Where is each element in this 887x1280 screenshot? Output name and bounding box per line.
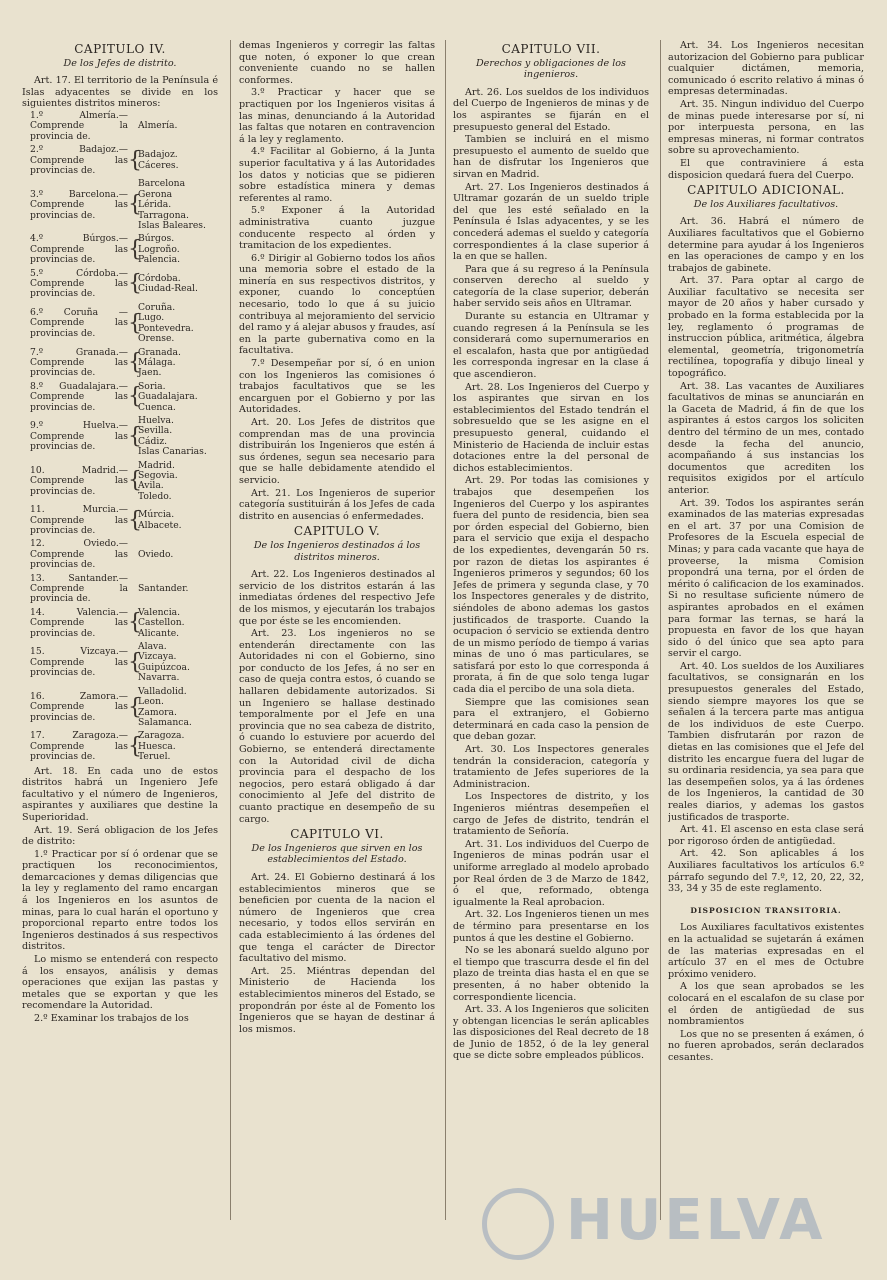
province-list: [136, 121, 218, 131]
district-entry: [22, 234, 218, 265]
district-entry: [22, 348, 218, 379]
article: Art. 27. Los Ingenieros destinados á Ultramar gozarán de un sueldo triple del que les esté señalado en la Península é Islas adyacentes, y se les concederá ademas el sueldo y categoría correspondientes á la clase superior á la en que se hallen.: [453, 181, 649, 263]
province-name: Lérida.: [138, 199, 172, 211]
chapter-heading: CAPITULO IV.: [74, 42, 166, 56]
brace-icon: {: [128, 237, 142, 263]
chapter-subtitle: De los Ingenieros que sirven en los establecimientos del Estado.: [251, 842, 423, 866]
article: Art. 22. Los Ingenieros destinados al servicio de los distritos estarán á las inmediatas órdenes del respectivo Jefe de los mismos, y ejecutarán los trabajos que por éste se les encomienden.: [239, 569, 435, 627]
district-name: 8.º Guadalajara.—Comprende las provincias de.: [30, 380, 128, 413]
chapter-subtitle: De los Auxiliares facultativos.: [693, 198, 839, 210]
province-name: Málaga.: [138, 356, 176, 368]
district-entry: [22, 539, 218, 570]
district-entry: [22, 731, 218, 762]
province-name: Búrgos.: [138, 233, 175, 245]
district-name: 12. Oviedo.—Comprende las provincias de.: [30, 538, 128, 571]
brace-icon: {: [128, 610, 142, 636]
district-entry: [22, 608, 218, 639]
district-name: 5.º Córdoba.—Comprende las provincias de.: [30, 267, 128, 300]
province-name: Granada.: [138, 346, 181, 358]
article: Art. 17. El territorio de la Península é Islas adyacentes se divide en los siguientes distritos mineros:: [22, 75, 218, 110]
district-entry: [22, 416, 218, 458]
province-name: Ciudad-Real.: [138, 283, 198, 295]
province-list: [136, 584, 218, 594]
province-name: Alava.: [138, 641, 167, 653]
article: Art. 41. El ascenso en esta clase será por rigoroso órden de antigüedad.: [668, 824, 864, 847]
article: Art. 20. Los Jefes de distritos que comprendan mas de una provincia distribuirán los Ingenieros que estén á sus órdenes, segun sea necesario para que se halle debidamente atendido el servicio.: [239, 417, 435, 486]
province-name: Jaen.: [138, 367, 162, 379]
district-name: 15. Vizcaya.—Comprende las provincias de.: [30, 646, 128, 679]
district-name: 16. Zamora.—Comprende las provincias de.: [30, 690, 128, 723]
section-heading: DISPOSICION TRANSITORIA.: [690, 905, 842, 915]
brace-icon: {: [128, 468, 142, 494]
brace-icon: {: [128, 694, 142, 720]
district-name: 17. Zaragoza.—Comprende las provincias de.: [30, 730, 128, 763]
province-name: Coruña.: [138, 301, 176, 313]
district-name: 1.º Almería.—Comprende la provincia de.: [30, 109, 128, 142]
province-name: Avila.: [138, 480, 164, 492]
district-entry: [22, 111, 218, 142]
province-name: Islas Canarias.: [138, 446, 207, 458]
province-list: [136, 416, 218, 458]
district-entry: [22, 145, 218, 176]
district-name: 13. Santander.—Comprende la provincia de.: [30, 572, 128, 605]
province-name: Gerona: [138, 188, 173, 200]
province-name: Salamanca.: [138, 716, 192, 728]
chapter-heading: CAPITULO ADICIONAL.: [687, 183, 845, 198]
article: Art. 42. Son aplicables á los Auxiliares facultativos los artículos 6.º párrafo segundo del 7.º, 12, 20, 22, 32, 33, 34 y 35 de este reglamento.: [668, 848, 864, 895]
paragraph: demas Ingenieros y corregir las faltas que noten, ó exponer lo que crean conveniente cuando no se hallen conformes.: [239, 40, 435, 86]
province-name: Valencia.: [138, 606, 181, 618]
paragraph: No se les abonará sueldo alguno por el tiempo que trascurra desde el fin del plazo de treinta dias hasta el en que se presenten, á no haber obtenido la correspondiente licencia.: [453, 945, 649, 1003]
column-divider: [445, 40, 446, 1220]
article: Art. 26. Los sueldos de los individuos del Cuerpo de Ingenieros de minas y de los aspirantes se fijarán en el presupuesto general del Estado.: [453, 86, 649, 133]
province-list: [136, 608, 218, 639]
column-1: [22, 40, 218, 1220]
chapter-heading: CAPITULO VII.: [501, 42, 601, 56]
watermark-text: HUELVA: [566, 1188, 826, 1253]
district-list: [22, 111, 218, 763]
province-list: [136, 642, 218, 684]
library-watermark: [482, 1186, 826, 1270]
article: Art. 33. A los Ingenieros que soliciten y obtengan licencias le serán aplicables las disposiciones del Real decreto de 18 de Junio de 1852, ó de la ley general que se dicte sobre empleados públicos.: [453, 1004, 649, 1062]
province-name: Valladolid.: [138, 685, 187, 697]
province-name: Tarragona.: [138, 209, 189, 221]
paragraph: 2.º Examinar los trabajos de los: [34, 1013, 189, 1024]
article: Art. 35. Ningun individuo del Cuerpo de minas puede interesarse por sí, ni por interpuesta persona, en las empresas mineras, ni formar contratos sobre su aprovechamiento.: [668, 98, 864, 157]
brace-icon: {: [128, 384, 142, 410]
column-2: [239, 40, 435, 1220]
district-entry: [22, 505, 218, 536]
article: Art. 30. Los Inspectores generales tendrán la consideracion, categoría y tratamiento de Jefes superiores de la Administracion.: [453, 744, 649, 790]
column-4: [668, 40, 864, 1220]
province-list: [136, 461, 218, 503]
province-name: Soria.: [138, 380, 166, 392]
brace-icon: {: [128, 733, 142, 759]
district-entry: [22, 382, 218, 413]
chapter-subtitle: De los Jefes de distrito.: [63, 57, 177, 69]
province-name: Oviedo.: [138, 548, 174, 560]
article: Art. 34. Los Ingenieros necesitan autorizacion del Gobierno para publicar cualquier dictámen, memoria, comunicado ó escrito relativo á minas ó empresas determinadas.: [668, 40, 864, 98]
chapter-heading: CAPITULO VI.: [290, 827, 384, 842]
brace-icon: {: [128, 350, 142, 376]
province-list: [136, 510, 218, 531]
district-entry: [22, 461, 218, 503]
province-name: Badajoz.: [138, 149, 178, 161]
seal-icon: [482, 1188, 554, 1260]
article: Art. 21. Los Ingenieros de superior categoría sustituirán á los Jefes de cada distrito en ausencias ó enfermedades.: [239, 487, 435, 522]
paragraph: Siempre que las comisiones sean para el extranjero, el Gobierno determinará en cada caso la pension de que deban gozar.: [453, 696, 649, 743]
province-list: [136, 550, 218, 560]
article: Art. 19. Será obligacion de los Jefes de distrito:: [22, 824, 218, 848]
paragraph: El que contraviniere á esta disposicion quedará fuera del Cuerpo.: [668, 157, 864, 181]
province-list: [136, 179, 218, 231]
article: Art. 39. Todos los aspirantes serán examinados de las materias expresadas en el art. 37 por una Comision de Profesores de la Escuela especial de Minas; y para cada vacante que haya de proveerse, la misma Comision propondrá una terna, por el órden de mérito ó calificacion de los examinados. Si no resultase suficiente número de aspirantes aprobados en el exámen para formar las ternas, se hará la propuesta en favor de los que hayan sido ó del único que sea apto para servir el cargo.: [668, 497, 864, 660]
article: Art. 24. El Gobierno destinará á los establecimientos mineros que se beneficien por cuenta de la nacion el número de Ingenieros que crea necesario, y todos ellos servirán en cada establecimiento á las órdenes del que tenga el carácter de Director facultativo del mismo.: [239, 871, 435, 965]
district-name: 11. Murcia.—Comprende las provincias de.: [30, 504, 128, 536]
province-list: [136, 348, 218, 379]
article: Art. 36. Habrá el número de Auxiliares facultativos que el Gobierno determine para ayudar á los Ingenieros en las operaciones de campo y en los trabajos de gabinete.: [668, 216, 864, 274]
chapter-heading: CAPITULO V.: [293, 524, 381, 539]
brace-icon: {: [128, 423, 142, 449]
province-list: [136, 274, 218, 295]
district-entry: [22, 303, 218, 345]
brace-icon: {: [128, 192, 142, 218]
district-name: 9.º Huelva.—Comprende las provincias de.: [30, 420, 128, 452]
province-name: Logroño.: [138, 243, 180, 255]
paragraph: Los que no se presenten á exámen, ó no fueren aprobados, serán declarados cesantes.: [668, 1028, 864, 1063]
district-name: 10. Madrid.—Comprende las provincias de.: [30, 464, 128, 497]
province-list: [136, 687, 218, 729]
district-name: 2.º Badajoz.—Comprende las provincias de.: [30, 144, 128, 176]
province-name: Cádiz.: [138, 435, 168, 447]
province-name: Leon.: [138, 696, 164, 708]
province-name: Teruel.: [138, 751, 171, 763]
paragraph: Lo mismo se entenderá con respecto á los ensayos, análisis y demas operaciones que exijan las pastas y metales que se exportan y que les recomendare la Autoridad.: [22, 954, 218, 1012]
district-entry: [22, 642, 218, 684]
province-name: Madrid.: [138, 459, 175, 471]
article: Art. 23. Los ingenieros no se entenderán directamente con las Autoridades ni con el Gobierno, sino por conducto de los Jefes, á no ser en caso de queja contra estos, ó cuando se hallaren debidamente autorizados. Si un Ingeniero se hallase destinado temporalmente por el Jefe en una provincia que no sea cabeza de distrito, ó cuando lo estuviere por acuerdo del Gobierno, se entenderá directamente con la Autoridad civil de dicha provincia para el despacho de los negocios, pero estará obligado á dar conocimiento al Jefe del distrito de cuanto practique en desempeño de su cargo.: [239, 628, 435, 825]
province-list: [136, 150, 218, 171]
province-name: Guipúzcoa.: [138, 661, 190, 673]
brace-icon: {: [128, 147, 142, 173]
province-name: Toledo.: [138, 490, 172, 502]
district-entry: [22, 269, 218, 300]
province-name: Orense.: [138, 333, 175, 345]
province-name: Navarra.: [138, 672, 180, 684]
district-name: 4.º Búrgos.—Comprende las provincias de.: [30, 233, 128, 266]
province-name: Huesca.: [138, 740, 176, 752]
district-entry: [22, 574, 218, 605]
article: Art. 18. En cada uno de estos distritos habrá un Ingeniero Jefe facultativo y el número de Ingenieros, aspirantes y auxiliares que destine la Superioridad.: [22, 765, 218, 823]
province-name: Guadalajara.: [138, 391, 198, 403]
province-name: Zamora.: [138, 706, 177, 718]
district-name: 3.º Barcelona.—Comprende las provincias de.: [30, 188, 128, 221]
province-name: Alicante.: [138, 627, 180, 639]
article: Art. 37. Para optar al cargo de Auxiliar facultativo se necesita ser mayor de 20 años y haber cursado y probado en la forma establecida por la ley, reglamento ó programas de instruccion pública, aritmética, álgebra elemental, geometría, trigonometría rectilínea, topografía y dibujo lineal y topográfico.: [668, 275, 864, 380]
province-name: Segovia.: [138, 469, 178, 481]
province-name: Lugo.: [138, 312, 165, 324]
district-name: 7.º Granada.—Comprende las provincias de.: [30, 346, 128, 379]
province-name: Zaragoza.: [138, 730, 185, 742]
district-name: 6.º Coruña —Comprende las provincias de.: [30, 307, 128, 339]
article: Art. 25. Miéntras dependan del Ministerio de Hacienda los establecimientos mineros del Estado, se propondrán por éste al de Fomento los Ingenieros que se hayan de destinar á los mismos.: [239, 965, 435, 1035]
province-name: Almería.: [138, 120, 178, 132]
paragraph: 6.º Dirigir al Gobierno todos los años una memoria sobre el estado de la minería en sus respectivos distritos, y exponer, cuando lo conceptúen necesario, todo lo que á su juicio contribuya al mejoramiento del servicio del ramo y á alejar abusos y fraudes, así en la parte gubernativa como en la facultativa.: [239, 252, 435, 357]
paragraph: 3.º Practicar y hacer que se practiquen por los Ingenieros visitas á las minas, denunciando á la Autoridad las faltas que notaren en contravencion á la ley y reglamento.: [239, 87, 435, 145]
chapter-subtitle: De los Ingenieros destinados á los distritos mineros.: [253, 539, 421, 563]
article: Art. 40. Los sueldos de los Auxiliares facultativos, se consignarán en los presupuestos generales del Estado, siendo siempre mayores los que se señalen á la tercera parte mas antigua de los individuos de este Cuerpo. Tambien disfrutarán por razon de dietas en las comisiones que el Jefe del distrito les encargue fuera del lugar de su ordinaria residencia, ya sea para que las desempeñen solos, ya á las órdenes de los Ingenieros, la cantidad de 30 reales diarios, y ademas los gastos justificados de trasporte.: [668, 660, 864, 823]
paragraph: Tambien se incluirá en el mismo presupuesto el aumento de sueldo que han de disfrutar los Ingenieros que sirvan en Madrid.: [453, 134, 649, 180]
province-name: Santander.: [138, 583, 189, 595]
article: Art. 32. Los Ingenieros tienen un mes de término para presentarse en los puntos á que les destine el Gobierno.: [453, 909, 649, 944]
province-name: Huelva.: [138, 414, 174, 426]
province-name: Islas Baleares.: [138, 220, 206, 232]
province-name: Múrcia.: [138, 509, 175, 521]
article: Art. 31. Los individuos del Cuerpo de Ingenieros de minas podrán usar el uniforme arreglado al modelo aprobado por Real órden de 3 de Marzo de 1842, ó el que, reformado, obtenga igualmente la Real aprobacion.: [453, 838, 649, 908]
province-name: Barcelona: [138, 178, 186, 190]
paragraph: 1.º Practicar por sí ó ordenar que se practiquen los reconocimientos, demarcaciones y demas diligencias que la ley y reglamento del ramo encargan á los Ingenieros en los asuntos de minas, para lo cual harán el oportuno y proporcional reparto entre todos los Ingenieros destinados á sus respectivos distritos.: [22, 848, 218, 953]
article: Art. 28. Los Ingenieros del Cuerpo y los aspirantes que sirvan en los establecimientos del Estado tendrán el sobresueldo que se les asigne en el presupuesto general, cuidando el Ministerio de Hacienda de incluir estas dotaciones entre la del personal de dichos establecimientos.: [453, 381, 649, 474]
column-3: [453, 40, 649, 1220]
column-divider: [660, 40, 661, 1220]
province-name: Albacete.: [138, 519, 182, 531]
province-list: [136, 382, 218, 413]
province-name: Vizcaya.: [138, 651, 177, 663]
paragraph: 7.º Desempeñar por sí, ó en union con los Ingenieros las comisiones ó trabajos facultativos que se les encarguen por el Gobierno y por las Autoridades.: [239, 358, 435, 416]
province-name: Cuenca.: [138, 401, 176, 413]
brace-icon: {: [128, 310, 142, 336]
province-list: [136, 731, 218, 762]
paragraph: Durante su estancia en Ultramar y cuando regresen á la Península se les considerará como supernumerarios en el escalafon, hasta que por antigüedad les corresponda ingresar en la clase á que ascendieron.: [453, 311, 649, 381]
province-name: Palencia.: [138, 254, 181, 266]
province-name: Cáceres.: [138, 159, 179, 171]
paragraph: Para que á su regreso á la Península conserven derecho al sueldo y categoría de la clase superior, deberán haber servido seis años en Ultramar.: [453, 263, 649, 310]
province-list: [136, 303, 218, 345]
province-list: [136, 234, 218, 265]
province-name: Córdoba.: [138, 272, 181, 284]
article: Art. 38. Las vacantes de Auxiliares facultativos de minas se anunciarán en la Gaceta de Madrid, á fin de que los aspirantes á estos cargos los soliciten dentro del término de un mes, contado desde la fecha del anuncio, acompañando á sus instancias los documentos que acrediten los requisitos exigidos por el artículo anterior.: [668, 380, 864, 496]
chapter-subtitle: Derechos y obligaciones de los ingenieros.: [475, 57, 626, 81]
paragraph: Los Inspectores de distrito, y los Ingenieros miéntras desempeñen el cargo de Jefes de distrito, tendrán el tratamiento de Señoría.: [453, 791, 649, 838]
brace-icon: {: [128, 649, 142, 675]
article: Art. 29. Por todas las comisiones y trabajos que desempeñen los Ingenieros del Cuerpo y los aspirantes fuera del punto de residencia, bien sea por órden especial del Gobierno, bien para el servicio que exija el despacho de los expedientes, devengarán 50 rs. por razon de dietas los aspirantes é Ingenieros primeros y segundos; 60 los Jefes de primera y segunda clase, y 70 los Inspectores generales y de distrito, siéndoles de abono ademas los gastos justificados de trasporte. Cuando la ocupacion ó servicio se extienda dentro de un mismo período de tiempo á varias minas de uno ó mas particulares, se satisfará por esto lo que corresponda á prorata, á fin de que solo tenga lugar cada dia el percibo de una sola dieta.: [453, 475, 649, 696]
paragraph: 5.º Exponer á la Autoridad administrativa cuanto juzgue conducente respecto al órden y tramitacion de los expedientes.: [239, 205, 435, 252]
district-entry: [22, 687, 218, 729]
paragraph: Los Auxiliares facultativos existentes en la actualidad se sujetarán á exámen de las materias expresadas en el artículo 37 en el mes de Octubre próximo venidero.: [668, 922, 864, 980]
paragraph: 4.º Facilitar al Gobierno, á la Junta superior facultativa y á las Autoridades los datos y noticias que se pidieren sobre estadística minera y demas referentes al ramo.: [239, 146, 435, 204]
province-name: Castellon.: [138, 617, 185, 629]
district-entry: [22, 179, 218, 231]
paragraph: A los que sean aprobados se les colocará en el escalafon de su clase por el órden de antigüedad de sus nombramientos: [668, 981, 864, 1028]
province-name: Sevilla.: [138, 425, 173, 437]
column-divider: [230, 40, 231, 1220]
brace-icon: {: [128, 507, 142, 533]
district-name: 14. Valencia.—Comprende las provincias de.: [30, 606, 128, 639]
province-name: Pontevedra.: [138, 322, 194, 334]
brace-icon: {: [128, 271, 142, 297]
